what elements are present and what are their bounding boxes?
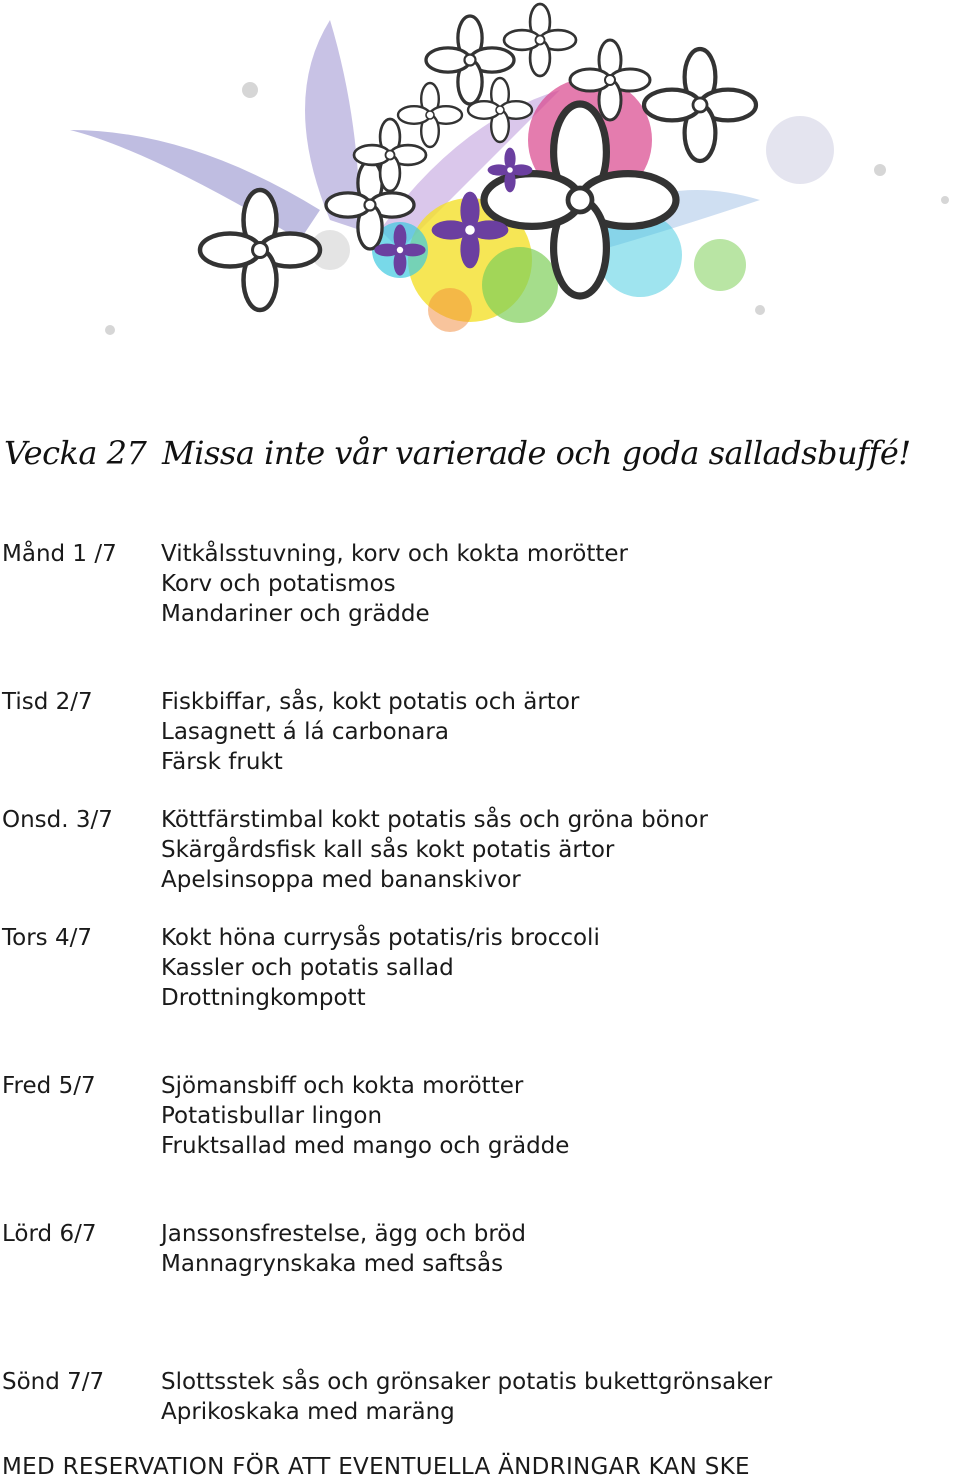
dish-list [161,1071,569,1161]
day-label: Onsd. 3/7 [2,807,113,833]
dish: Mandariner och grädde [161,601,430,627]
floral-illustration [0,0,960,360]
reservation-notice: MED RESERVATION FÖR ATT EVENTUELLA ÄNDRINGAR KAN SKE [2,1454,750,1480]
dish: Vitkålsstuvning, korv och kokta morötter [161,541,628,567]
day-label: Sönd 7/7 [2,1369,105,1395]
week-label: Vecka 27 [4,434,147,472]
dish-list [161,687,579,777]
day-label: Fred 5/7 [2,1073,96,1099]
dish: Skärgårdsfisk kall sås kokt potatis ärtor [161,837,615,863]
dish: Kassler och potatis sallad [161,955,454,981]
dish: Sjömansbiff och kokta morötter [161,1073,524,1099]
dish: Köttfärstimbal kokt potatis sås och gröna bönor [161,807,708,833]
dish: Slottsstek sås och grönsaker potatis bukettgrönsaker [161,1369,773,1395]
dish-list [161,805,708,895]
dish-list [161,1219,526,1279]
day-label: Lörd 6/7 [2,1221,97,1247]
day-label: Tisd 2/7 [2,689,93,715]
dish: Janssonsfrestelse, ägg och bröd [161,1221,526,1247]
dish: Mannagrynskaka med saftsås [161,1251,504,1277]
dish: Färsk frukt [161,749,283,775]
dish: Apelsinsoppa med bananskivor [161,867,521,893]
dish: Korv och potatismos [161,571,396,597]
dish-list [161,539,628,629]
dish: Lasagnett á lá carbonara [161,719,449,745]
dish: Kokt höna currysås potatis/ris broccoli [161,925,600,951]
dish: Potatisbullar lingon [161,1103,383,1129]
dish: Aprikoskaka med maräng [161,1399,455,1425]
day-label: Tors 4/7 [2,925,92,951]
dish: Fruktsallad med mango och grädde [161,1133,570,1159]
dish-list [161,923,600,1013]
day-label: Månd 1 /7 [2,541,117,567]
dish: Fiskbiffar, sås, kokt potatis och ärtor [161,689,580,715]
dish: Drottningkompott [161,985,366,1011]
menu-heading [4,434,911,472]
dish-list [161,1367,772,1427]
salad-buffet-tagline: Missa inte vår varierade och goda salladsbuffé! [162,434,911,472]
